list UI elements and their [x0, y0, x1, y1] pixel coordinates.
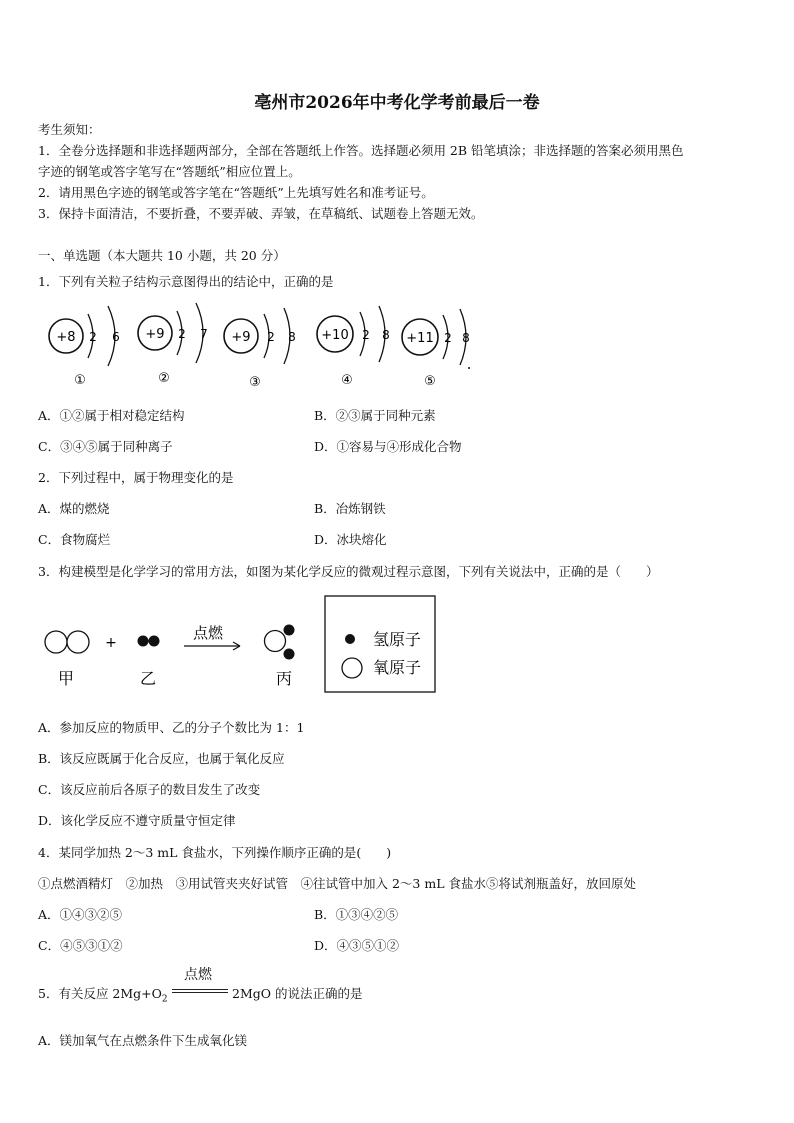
q1-option-d: D．①容易与④形成化合物: [314, 439, 462, 454]
q5-suffix: 2MgO 的说法正确的是: [232, 986, 363, 1001]
q2-option-c: C．食物腐烂: [38, 532, 111, 547]
atom-structure-diagram: [36, 298, 486, 392]
svg-text:2: 2: [267, 330, 275, 344]
notice-heading: 考生须知：: [38, 122, 101, 137]
svg-text:②: ②: [158, 371, 170, 386]
svg-text:①: ①: [74, 373, 86, 388]
svg-text:氢原子: 氢原子: [373, 630, 422, 649]
notice-line-1b: 字迹的钢笔或答字笔写在“答题纸”相应位置上。: [38, 164, 301, 179]
q3-option-c: C．该反应前后各原子的数目发生了改变: [38, 782, 261, 797]
notice-line-3: 3．保持卡面清洁，不要折叠，不要弄破、弄皱，在草稿纸、试题卷上答题无效。: [38, 206, 484, 221]
question-4-stem: 4．某同学加热 2～3 mL 食盐水，下列操作顺序正确的是( ): [38, 845, 392, 860]
q2-option-a: A．煤的燃烧: [38, 501, 110, 516]
atom-1: [49, 306, 120, 388]
svg-text:2: 2: [178, 327, 186, 341]
q3-option-a: A．参加反应的物质甲、乙的分子个数比为 1：1: [38, 720, 305, 735]
svg-text:2: 2: [89, 330, 97, 344]
q4-option-c: C．④⑤③①②: [38, 938, 123, 953]
equation-line-bottom: [172, 992, 228, 993]
q2-option-b: B．冶炼钢铁: [314, 501, 386, 516]
svg-text:+9: +9: [231, 330, 251, 345]
atom-2: [138, 303, 208, 386]
question-5-stem: [38, 984, 168, 1005]
svg-text:乙: 乙: [139, 669, 157, 688]
reaction-diagram: [36, 592, 456, 696]
question-2-stem: 2．下列过程中，属于物理变化的是: [38, 470, 234, 485]
notice-line-1a: 1．全卷分选择题和非选择题两部分，全部在答题纸上作答。选择题必须用 2B 铅笔填涂；非选择题的答案必须用黑色: [38, 143, 684, 158]
q1-option-b: B．②③属于同种元素: [314, 408, 436, 423]
svg-text:8: 8: [288, 330, 296, 344]
svg-text:+8: +8: [56, 330, 76, 345]
svg-text:7: 7: [200, 327, 208, 341]
q5-subscript: 2: [161, 994, 168, 1005]
svg-text:+: +: [105, 635, 117, 651]
svg-text:8: 8: [462, 331, 470, 345]
q1-option-a: A．①②属于相对稳定结构: [38, 408, 185, 423]
section-heading: 一、单选题（本大题共 10 小题，共 20 分）: [38, 248, 286, 263]
q5-option-a: A．镁加氧气在点燃条件下生成氧化镁: [38, 1033, 248, 1048]
q1-option-c: C．③④⑤属于同种离子: [38, 439, 173, 454]
svg-text:+11: +11: [406, 331, 434, 346]
svg-text:氧原子: 氧原子: [373, 658, 422, 677]
q5-condition: 点燃: [184, 967, 212, 983]
q4-option-d: D．④③⑤①②: [314, 938, 400, 953]
q4-option-a: A．①④③②⑤: [38, 907, 123, 922]
q4-steps: ①点燃酒精灯 ②加热 ③用试管夹夹好试管 ④往试管中加入 2～3 mL 食盐水⑤将试剂瓶盖好，放回原处: [38, 876, 636, 891]
page-title: 亳州市2026年中考化学考前最后一卷: [254, 93, 540, 113]
q4-option-b: B．①③④②⑤: [314, 907, 399, 922]
question-3-stem: 3．构建模型是化学学习的常用方法，如图为某化学反应的微观过程示意图，下列有关说法中，正确的是（ ）: [38, 564, 659, 579]
atom-3: [224, 308, 296, 390]
q3-option-d: D．该化学反应不遵守质量守恒定律: [38, 813, 236, 828]
equation-line-top: [172, 989, 228, 990]
notice-line-2: 2．请用黑色字迹的钢笔或答字笔在“答题纸”上先填写姓名和准考证号。: [38, 185, 434, 200]
svg-text:点燃: 点燃: [192, 624, 224, 642]
q2-option-d: D．冰块熔化: [314, 532, 387, 547]
atom-5: [402, 309, 470, 389]
svg-text:③: ③: [249, 375, 261, 390]
svg-text:丙: 丙: [275, 669, 293, 688]
svg-text:6: 6: [112, 330, 120, 344]
svg-text:⑤: ⑤: [424, 374, 436, 389]
question-1-stem: 1．下列有关粒子结构示意图得出的结论中，正确的是: [38, 274, 334, 289]
svg-text:+10: +10: [321, 328, 349, 343]
atom-4: [317, 306, 390, 388]
q3-option-b: B．该反应既属于化合反应，也属于氧化反应: [38, 751, 285, 766]
svg-text:④: ④: [341, 373, 353, 388]
svg-text:2: 2: [444, 331, 452, 345]
svg-text:+9: +9: [145, 327, 165, 342]
q5-prefix: 5．有关反应 2Mg+O: [38, 986, 162, 1001]
svg-text:8: 8: [382, 328, 390, 342]
svg-text:甲: 甲: [57, 669, 75, 688]
svg-text:2: 2: [362, 328, 370, 342]
